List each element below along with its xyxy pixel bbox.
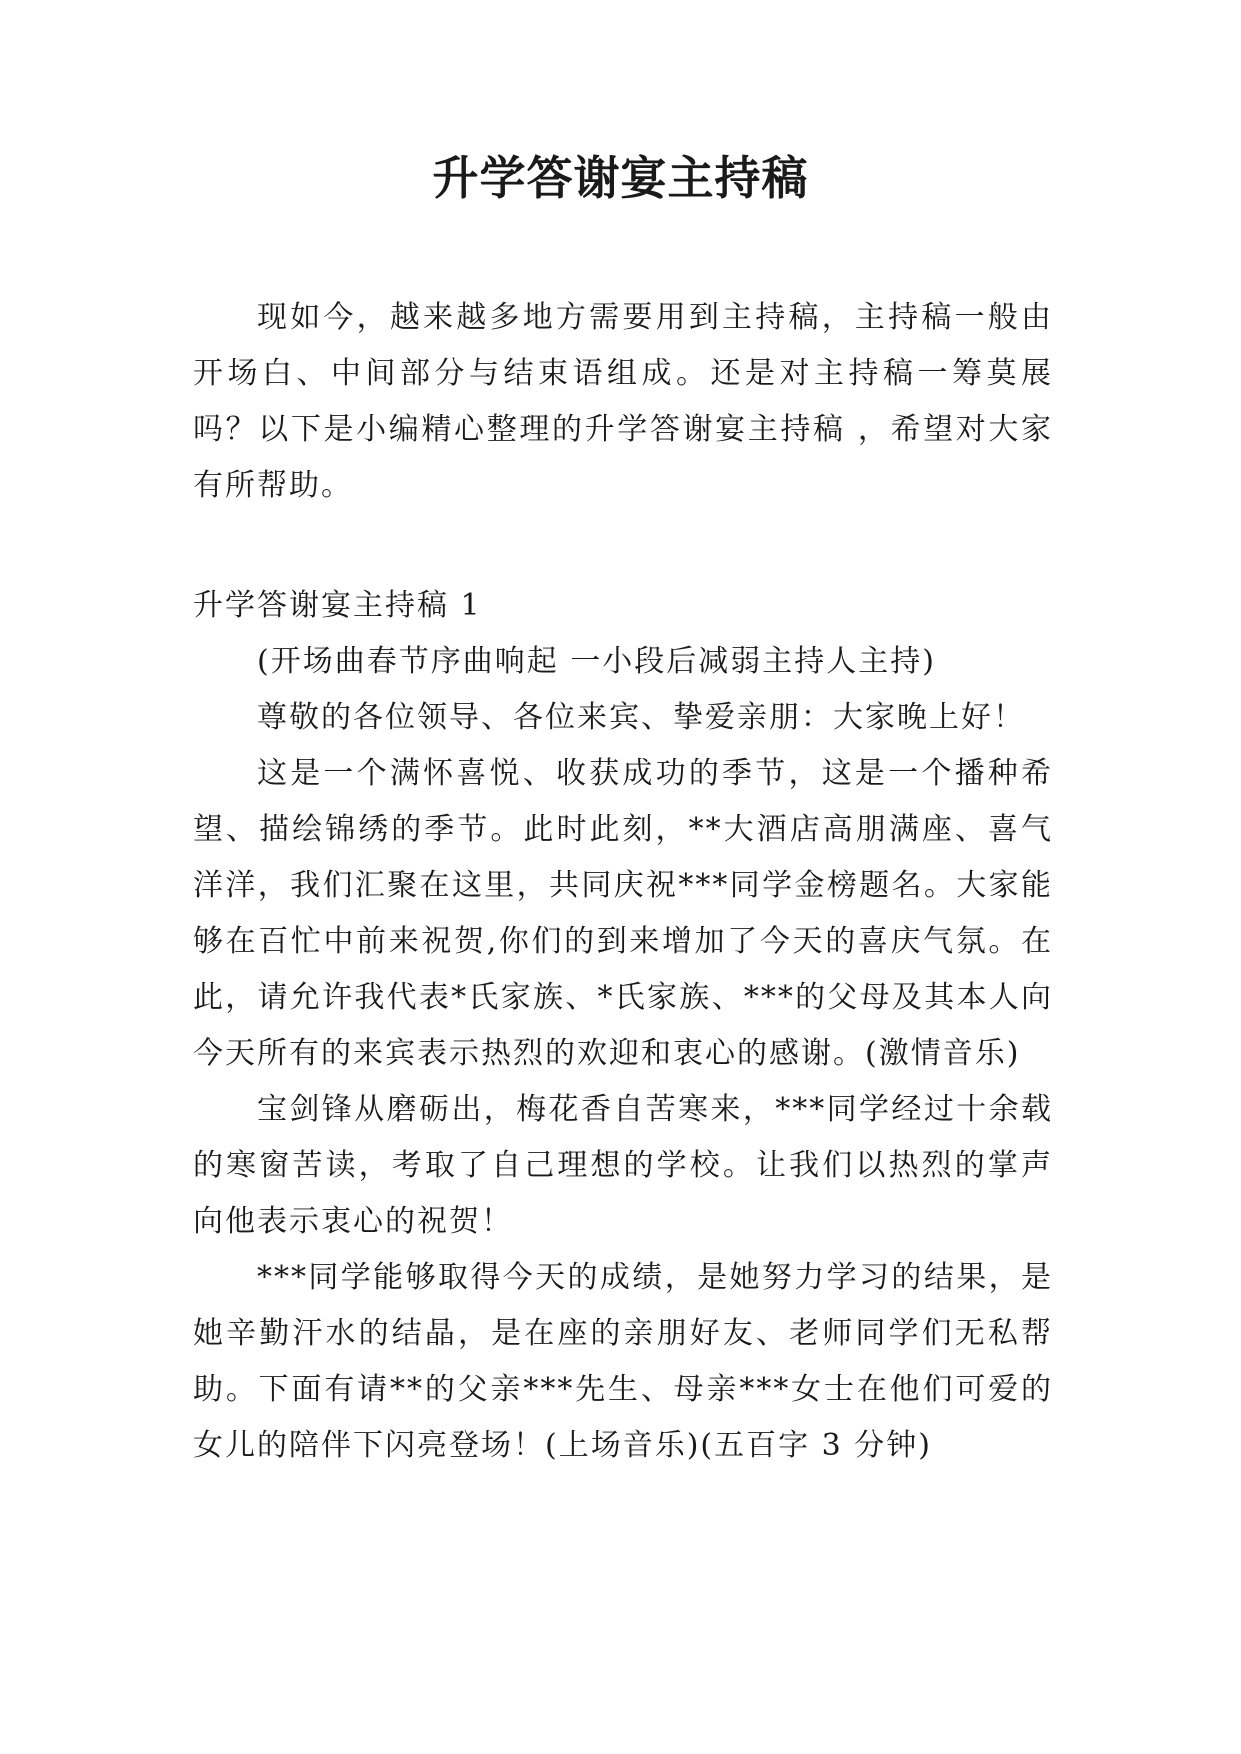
body-paragraph: 这是一个满怀喜悦、收获成功的季节，这是一个播种希望、描绘锦绣的季节。此时此刻，**大酒店高朋满座、喜气洋洋，我们汇聚在这里，共同庆祝***同学金榜题名。大家能够在百忙中前来祝贺,你们的到来增加了今天的喜庆气氛。在此，请允许我代表*氏家族、*氏家族、***的父母及其本人向今天所有的来宾表示热烈的欢迎和衷心的感谢。(激情音乐) [193, 756, 1053, 1071]
document-body [193, 290, 1053, 1474]
body-paragraph: 宝剑锋从磨砺出，梅花香自苦寒来，***同学经过十余载的寒窗苦读，考取了自己理想的学校。让我们以热烈的掌声向他表示衷心的祝贺！ [193, 1092, 1053, 1239]
body-paragraph: ***同学能够取得今天的成绩，是她努力学习的结果，是她辛勤汗水的结晶，是在座的亲朋好友、老师同学们无私帮助。下面有请**的父亲***先生、母亲***女士在他们可爱的女儿的陪伴下闪亮登场！(上场音乐)(五百字 3 分钟) [193, 1260, 1053, 1463]
stage-direction-paragraph: (开场曲春节序曲响起 一小段后减弱主持人主持) [257, 644, 936, 679]
section-spacer [193, 514, 1053, 578]
intro-paragraph: 现如今，越来越多地方需要用到主持稿，主持稿一般由开场白、中间部分与结束语组成。还是对主持稿一筹莫展吗？以下是小编精心整理的升学答谢宴主持稿 ，希望对大家有所帮助。 [193, 300, 1053, 503]
document-title: 升学答谢宴主持稿 [432, 151, 809, 205]
greeting-paragraph: 尊敬的各位领导、各位来宾、挚爱亲朋：大家晚上好！ [257, 700, 1025, 735]
section-heading: 升学答谢宴主持稿 1 [193, 588, 482, 623]
